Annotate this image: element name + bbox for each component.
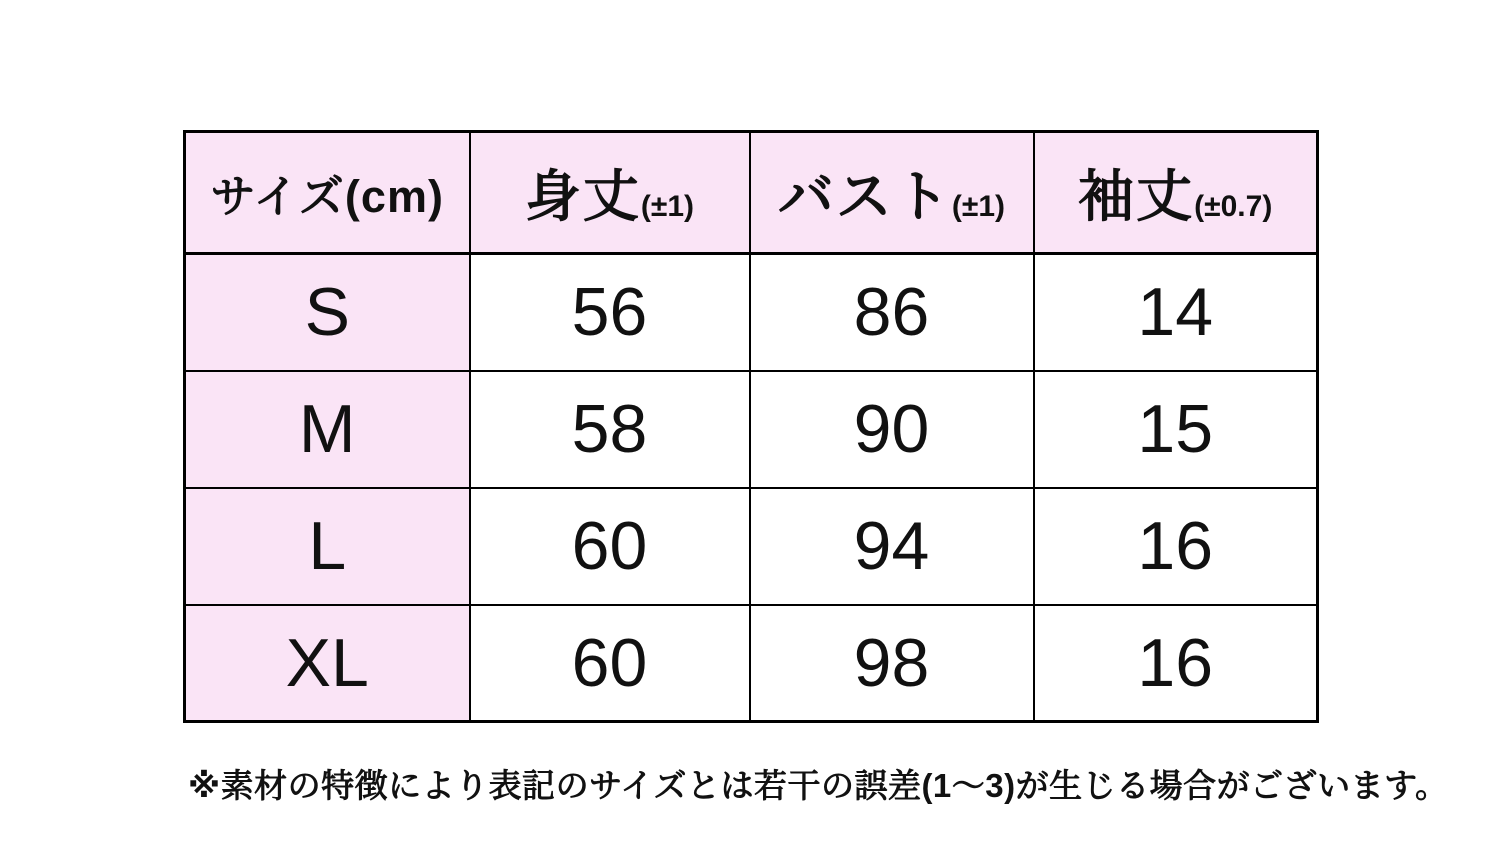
size-cell: M: [185, 371, 470, 488]
bust-value: 86: [750, 254, 1034, 371]
sleeve-value: 16: [1034, 488, 1318, 605]
bust-tolerance-label: (±1): [951, 189, 1006, 223]
sleeve-header-label: 袖丈: [1078, 164, 1195, 228]
sleeve-value: 14: [1034, 254, 1318, 371]
length-header-label: 身丈: [524, 164, 641, 228]
length-value: 58: [470, 371, 750, 488]
note-text: ※素材の特徴により表記のサイズとは若干の誤差(1～3)が生じる場合がございます。: [188, 767, 1449, 804]
size-header-cell: [185, 132, 470, 254]
sleeve-tolerance-label: (±0.7): [1194, 189, 1273, 223]
table-row-xl: [185, 605, 1318, 722]
bust-value: 90: [750, 371, 1034, 488]
sleeve-value: 15: [1034, 371, 1318, 488]
sleeve-value: 16: [1034, 605, 1318, 722]
length-tolerance-label: (±1): [640, 189, 695, 223]
bust-value: 94: [750, 488, 1034, 605]
size-cell: XL: [185, 605, 470, 722]
size-cell: S: [185, 254, 470, 371]
bust-header-cell: [750, 132, 1034, 254]
sleeve-header-cell: [1034, 132, 1318, 254]
bust-header-label: バスト: [777, 164, 952, 228]
length-value: 60: [470, 605, 750, 722]
length-value: 56: [470, 254, 750, 371]
size-cell: L: [185, 488, 470, 605]
table-header-row: [185, 132, 1318, 254]
table-row-l: [185, 488, 1318, 605]
length-header-cell: [470, 132, 750, 254]
size-header-label: サイズ(cm): [210, 171, 444, 222]
length-value: 60: [470, 488, 750, 605]
table-row-m: [185, 371, 1318, 488]
size-chart-table: [183, 130, 1319, 723]
bust-value: 98: [750, 605, 1034, 722]
table-row-s: [185, 254, 1318, 371]
